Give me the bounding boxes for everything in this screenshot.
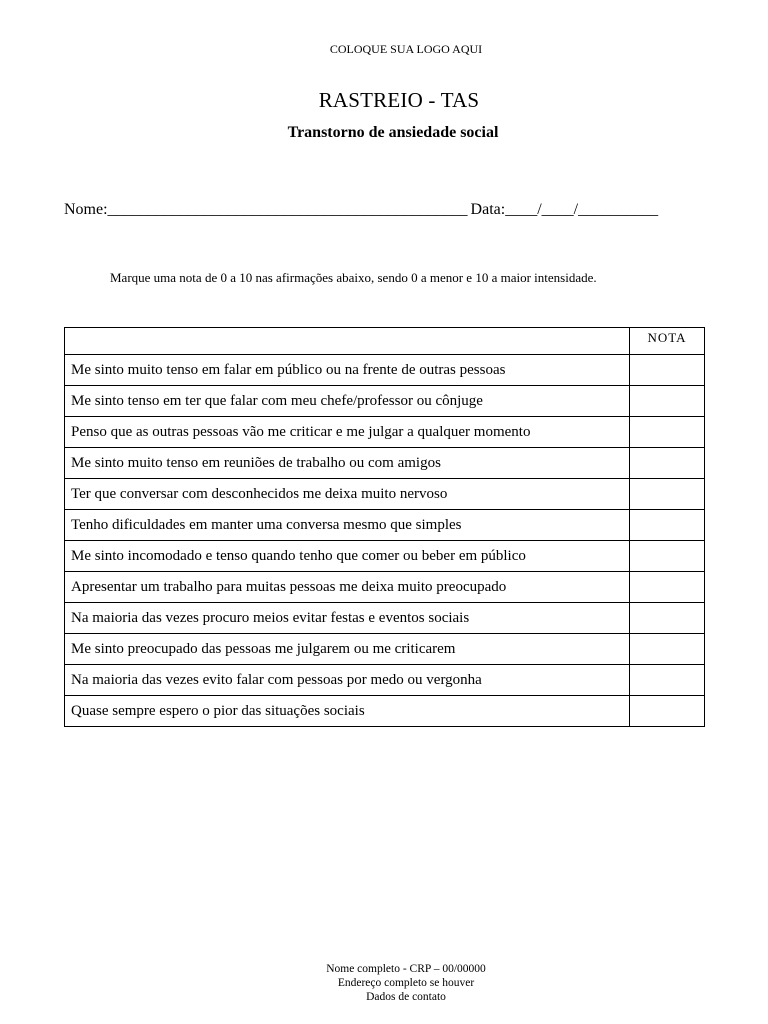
footer	[0, 962, 768, 1004]
nota-cell[interactable]	[630, 665, 705, 696]
table-row	[65, 665, 705, 696]
statement-cell: Me sinto preocupado das pessoas me julgarem ou me criticarem	[65, 634, 630, 665]
statement-cell: Me sinto tenso em ter que falar com meu chefe/professor ou cônjuge	[65, 386, 630, 417]
statement-cell: Apresentar um trabalho para muitas pessoas me deixa muito preocupado	[65, 572, 630, 603]
table-row	[65, 696, 705, 727]
statement-cell: Na maioria das vezes procuro meios evitar festas e eventos sociais	[65, 603, 630, 634]
nota-cell[interactable]	[630, 634, 705, 665]
form-fields	[64, 201, 724, 219]
nota-cell[interactable]	[630, 541, 705, 572]
page-title: RASTREIO - TAS	[318, 88, 480, 112]
nota-cell[interactable]	[630, 696, 705, 727]
statement-column-header	[65, 328, 630, 355]
table-row	[65, 386, 705, 417]
table-row	[65, 479, 705, 510]
nota-cell[interactable]	[630, 448, 705, 479]
nota-column-header: NOTA	[630, 328, 705, 355]
table-row	[65, 572, 705, 603]
nota-cell[interactable]	[630, 510, 705, 541]
statement-cell: Na maioria das vezes evito falar com pessoas por medo ou vergonha	[65, 665, 630, 696]
instructions-text: Marque uma nota de 0 a 10 nas afirmações abaixo, sendo 0 a menor e 10 a maior intensidade.	[110, 270, 597, 285]
statement-cell: Me sinto muito tenso em reuniões de trabalho ou com amigos	[65, 448, 630, 479]
table-row	[65, 510, 705, 541]
footer-name-crp: Nome completo - CRP – 00/00000	[326, 963, 486, 975]
table-header-row	[65, 328, 705, 355]
table-row	[65, 355, 705, 386]
table-row	[65, 541, 705, 572]
nota-cell[interactable]	[630, 603, 705, 634]
nota-cell[interactable]	[630, 479, 705, 510]
statement-cell: Quase sempre espero o pior das situações sociais	[65, 696, 630, 727]
nota-cell[interactable]	[630, 386, 705, 417]
table-row	[65, 448, 705, 479]
table-row	[65, 634, 705, 665]
footer-contact: Dados de contato	[366, 991, 446, 1003]
nota-cell[interactable]	[630, 572, 705, 603]
logo-placeholder: COLOQUE SUA LOGO AQUI	[329, 42, 483, 56]
statement-cell: Penso que as outras pessoas vão me criticar e me julgar a qualquer momento	[65, 417, 630, 448]
table-row	[65, 417, 705, 448]
date-field: Data:____/____/__________	[470, 201, 659, 218]
table-row	[65, 603, 705, 634]
statement-cell: Me sinto incomodado e tenso quando tenho que comer ou beber em público	[65, 541, 630, 572]
statement-cell: Me sinto muito tenso em falar em público ou na frente de outras pessoas	[65, 355, 630, 386]
rating-table	[64, 327, 705, 727]
nota-cell[interactable]	[630, 417, 705, 448]
statement-cell: Ter que conversar com desconhecidos me deixa muito nervoso	[65, 479, 630, 510]
page-subtitle: Transtorno de ansiedade social	[287, 124, 499, 141]
name-field: Nome:_____________________________________________	[64, 201, 468, 218]
footer-address: Endereço completo se houver	[337, 977, 475, 989]
nota-cell[interactable]	[630, 355, 705, 386]
statement-cell: Tenho dificuldades em manter uma conversa mesmo que simples	[65, 510, 630, 541]
